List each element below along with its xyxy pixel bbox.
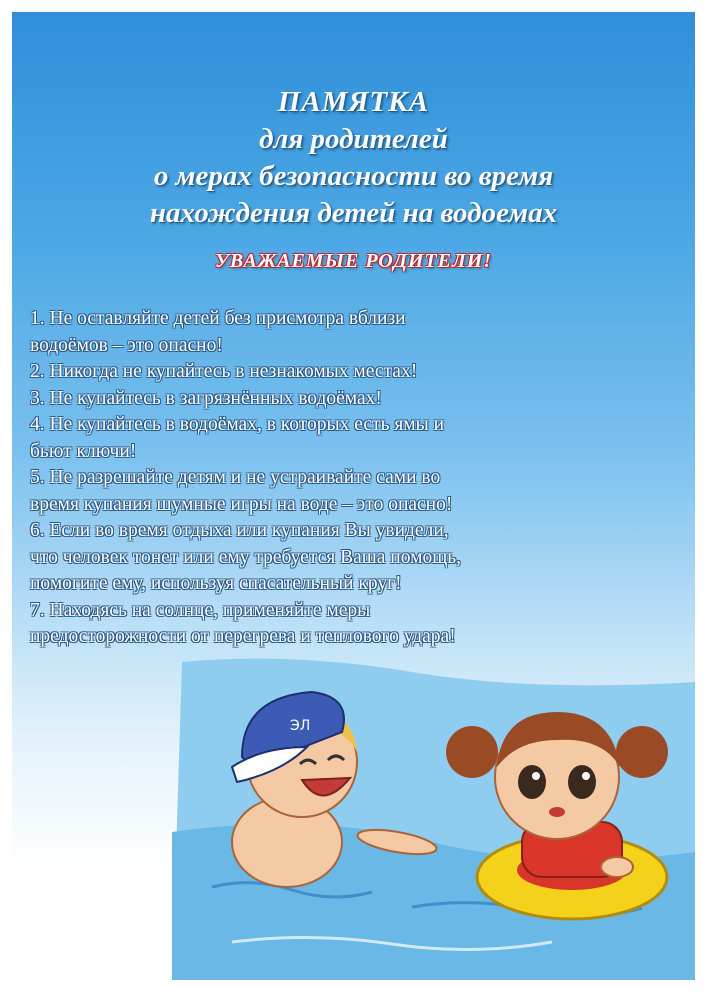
safety-rules-list bbox=[30, 306, 690, 651]
girl-eye bbox=[568, 765, 596, 799]
title-line-2: для родителей bbox=[259, 123, 448, 155]
rule-line: 4. Не купайтесь в водоёмах, в которых есть ямы и bbox=[30, 414, 445, 435]
rule-line: 7. Находясь на солнце, применяйте меры bbox=[30, 599, 371, 621]
memo-sheet bbox=[12, 12, 695, 980]
rule-line: время купания шумные игры на воде – это опасно! bbox=[30, 493, 453, 515]
title-line-1: ПАМЯТКА bbox=[277, 86, 430, 118]
memo-title bbox=[12, 84, 695, 232]
greeting-heading: УВАЖАЕМЫЕ РОДИТЕЛИ! bbox=[214, 250, 493, 272]
title-line-3: о мерах безопасности во время bbox=[153, 160, 554, 192]
girl-hair-bun bbox=[446, 726, 498, 778]
girl-mouth bbox=[549, 807, 565, 817]
title-line-4: нахождения детей на водоемах bbox=[149, 197, 558, 229]
girl-hand bbox=[601, 857, 633, 877]
girl-eye bbox=[518, 765, 546, 799]
rule-line: бьют ключи! bbox=[30, 440, 137, 462]
girl-eye-highlight bbox=[532, 772, 540, 780]
boy-cap-letters: ЭЛ bbox=[290, 718, 311, 734]
rule-line: предосторожности от перегрева и теплового удара! bbox=[30, 626, 456, 647]
rule-line: 5. Не разрешайте детям и не устраивайте сами во bbox=[30, 467, 441, 488]
rule-line: 1. Не оставляйте детей без присмотра вблизи bbox=[30, 308, 406, 329]
girl-eye-highlight bbox=[582, 772, 590, 780]
rule-line: 6. Если во время отдыха или купания Вы увидели, bbox=[30, 520, 449, 541]
girl-hair-bun bbox=[616, 726, 668, 778]
rule-line: водоёмов – это опасно! bbox=[30, 334, 223, 356]
rule-line: что человек тонет или ему требуется Ваша помощь, bbox=[30, 546, 461, 568]
children-swimming-illustration bbox=[172, 652, 695, 980]
rule-line: 3. Не купайтесь в загрязнённых водоёмах! bbox=[30, 387, 382, 409]
rule-line: помогите ему, используя спасательный круг! bbox=[30, 573, 402, 594]
rule-line: 2. Никогда не купайтесь в незнакомых местах! bbox=[30, 361, 418, 382]
